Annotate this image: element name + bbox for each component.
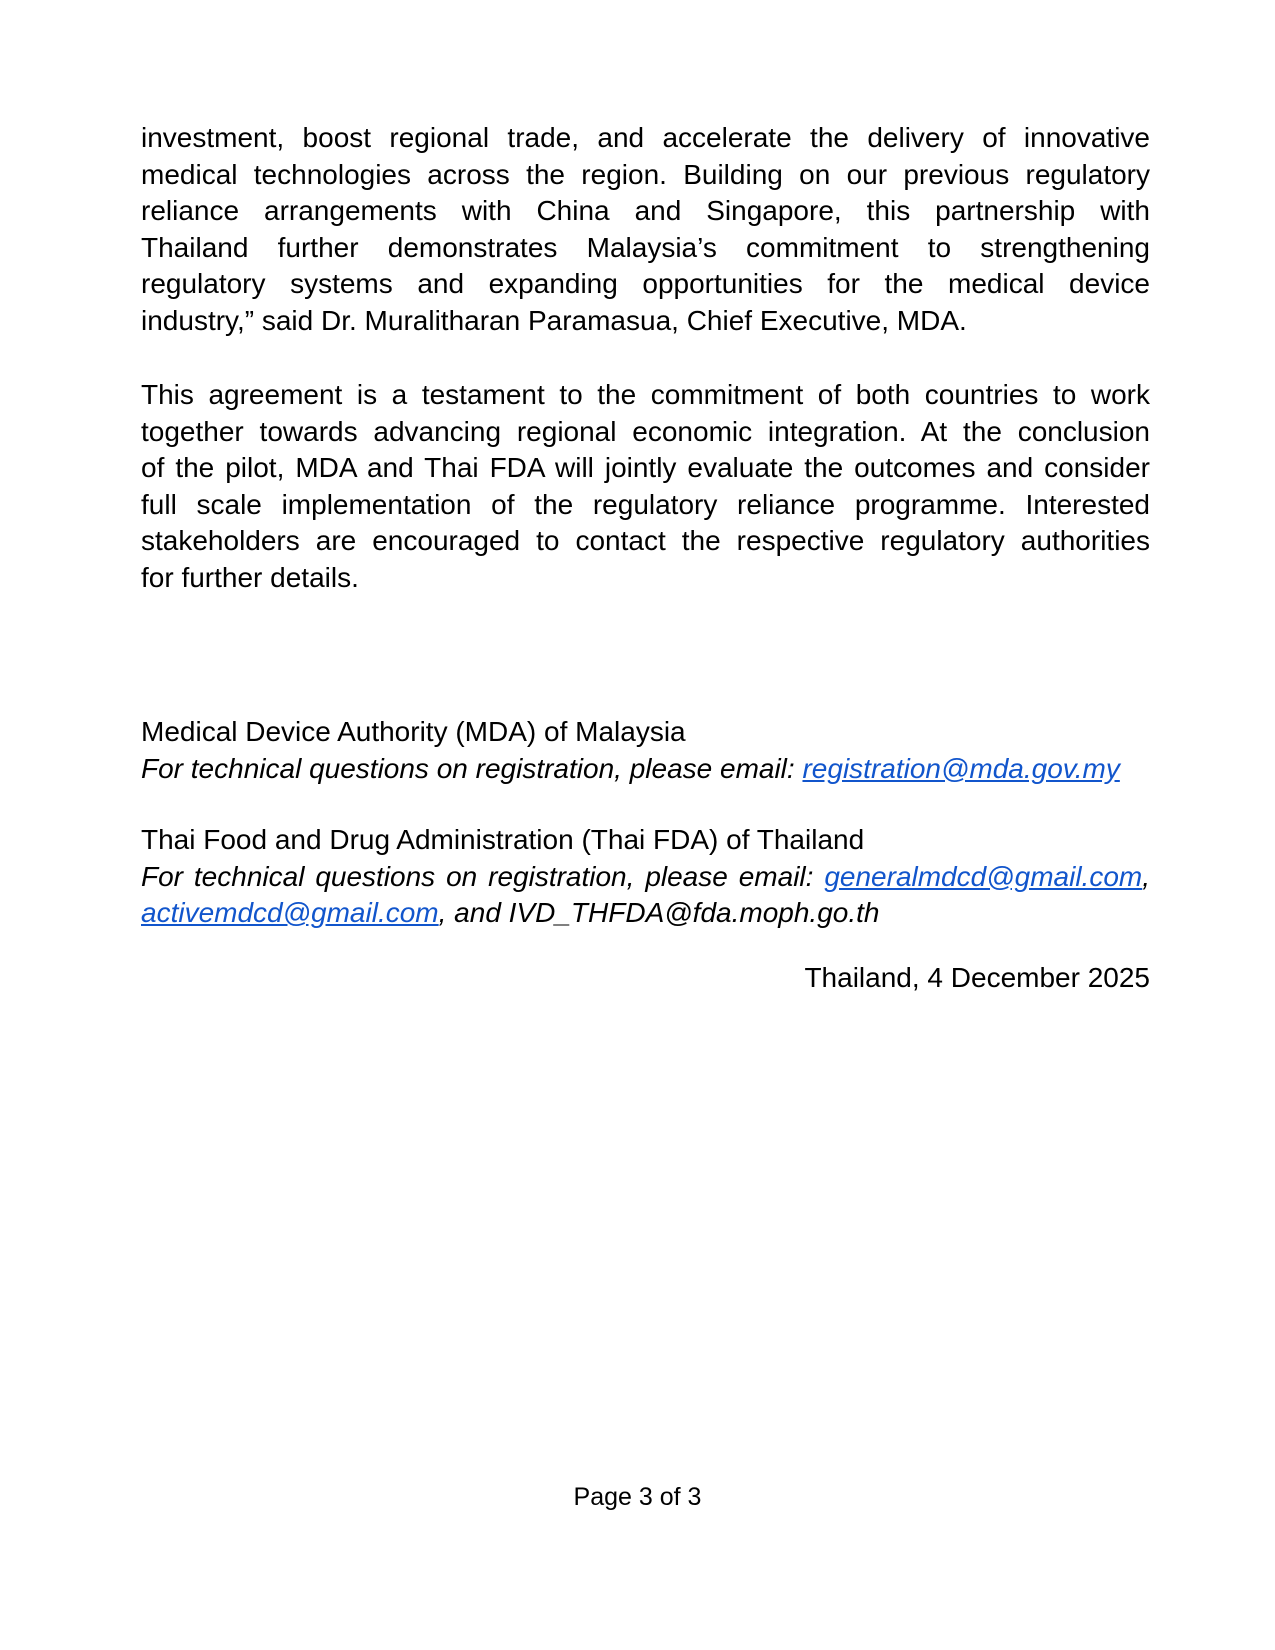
- text-segment: For technical questions on registration, please email:: [141, 860, 825, 892]
- text-segment: For technical questions on registration, please email:: [141, 752, 803, 784]
- paragraph-agreement-testament: [141, 377, 1150, 596]
- text-segment: ,: [1142, 860, 1150, 892]
- mda-contact-section: [141, 714, 1150, 787]
- thai-fda-heading: Thai Food and Drug Administration (Thai FDA) of Thailand: [141, 824, 865, 855]
- text-line: Thailand further demonstrates Malaysia’s commitment to strengthening: [141, 231, 1150, 263]
- email-link[interactable]: registration@mda.gov.my: [802, 752, 1120, 784]
- email-link[interactable]: generalmdcd@gmail.com: [824, 860, 1143, 892]
- page-number: Page 3 of 3: [573, 1483, 702, 1511]
- text-line: stakeholders are encouraged to contact the respective regulatory authorities: [141, 525, 1150, 556]
- text-segment: , and IVD_THFDA@fda.moph.go.th: [438, 897, 880, 928]
- mda-contact-note: [141, 751, 1150, 788]
- text-line: reliance arrangements with China and Singapore, this partnership with: [141, 195, 1150, 226]
- email-link[interactable]: activemdcd@gmail.com: [141, 897, 439, 928]
- mda-heading: Medical Device Authority (MDA) of Malaysia: [141, 716, 686, 747]
- dateline: Thailand, 4 December 2025: [804, 961, 1150, 993]
- paragraph-quote-continuation: [141, 120, 1150, 339]
- text-line: [141, 895, 1150, 932]
- thai-fda-contact-section: [141, 822, 1150, 932]
- text-line: regulatory systems and expanding opportunities for the medical device: [141, 268, 1150, 299]
- text-line: of the pilot, MDA and Thai FDA will jointly evaluate the outcomes and consider: [141, 452, 1150, 483]
- text-line: investment, boost regional trade, and accelerate the delivery of innovative: [141, 122, 1150, 153]
- text-line: full scale implementation of the regulatory reliance programme. Interested: [141, 488, 1150, 520]
- text-line: medical technologies across the region. Building on our previous regulatory: [141, 158, 1150, 190]
- document-content: [141, 0, 1150, 996]
- text-line: [141, 751, 1150, 788]
- text-line: [141, 859, 1150, 896]
- text-line: together towards advancing regional economic integration. At the conclusion: [141, 415, 1150, 447]
- text-line: for further details.: [141, 561, 359, 593]
- text-line: industry,” said Dr. Muralitharan Paramasua, Chief Executive, MDA.: [141, 304, 967, 336]
- thai-fda-contact-note: [141, 859, 1150, 932]
- text-line: This agreement is a testament to the commitment of both countries to work: [141, 379, 1150, 410]
